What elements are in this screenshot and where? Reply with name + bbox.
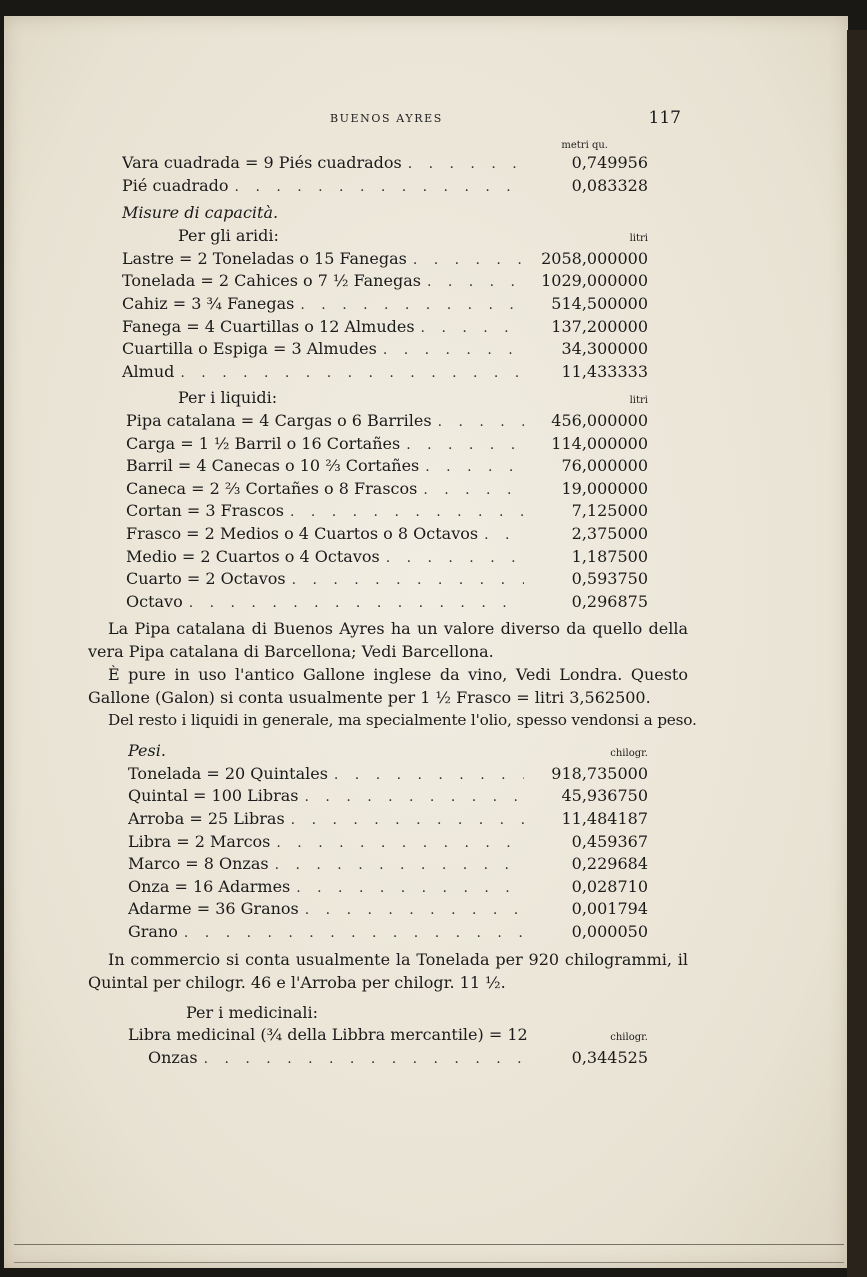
table-row: Caneca = 2 ⅔ Cortañes o 8 Frascos . . . 19,000000 <box>126 478 648 501</box>
unit-label: litri <box>629 395 648 407</box>
table-row: Libra = 2 Marcos . . . 0,459367 <box>128 831 648 854</box>
table-row: Grano . . . 0,000050 <box>128 921 648 944</box>
subsection-heading: Per i medicinali: <box>186 1002 318 1022</box>
unit-label: chilogr. <box>610 1032 648 1044</box>
table-row: Cortan = 3 Frascos . . . 7,125000 <box>126 500 648 523</box>
unit-label: metri qu. <box>561 140 608 151</box>
running-title: BUENOS AYRES <box>330 112 443 125</box>
paragraph: È pure in uso l'antico Gallone inglese da vino, Vedi Londra. Questo Gallone (Galon) si conta usualmente per 1 ½ Frasco = litri 3,562500. <box>88 665 688 708</box>
paragraph: Del resto i liquidi in generale, ma specialmente l'olio, spesso vendonsi a peso. <box>108 711 697 730</box>
table-row: Cuarto = 2 Octavos . . . 0,593750 <box>126 568 648 591</box>
table-row: Lastre = 2 Toneladas o 15 Fanegas . . . 2058,000000 <box>122 248 648 271</box>
table-row: Adarme = 36 Granos . . . 0,001794 <box>128 898 648 921</box>
table-row: Medio = 2 Cuartos o 4 Octavos . . . 1,187500 <box>126 546 648 569</box>
table-row: Almud . . . 11,433333 <box>122 361 648 384</box>
table-row: Quintal = 100 Libras . . . 45,936750 <box>128 785 648 808</box>
table-row: Tonelada = 2 Cahices o 7 ½ Fanegas . . . 1029,000000 <box>122 270 648 293</box>
page-body <box>88 140 697 1069</box>
page-number: 117 <box>648 108 681 128</box>
subsection-heading: Per gli aridi: litri <box>122 225 648 248</box>
dry-measures-section <box>88 225 688 383</box>
table-row: Arroba = 25 Libras . . . 11,484187 <box>128 808 648 831</box>
table-row: Cahiz = 3 ¾ Fanegas . . . 514,500000 <box>122 293 648 316</box>
surface-section <box>88 140 688 197</box>
book-spine-edge <box>847 30 867 1277</box>
liquid-measures-section <box>88 387 688 613</box>
table-row: Libra medicinal (¾ della Libbra mercantile) = 12 chilogr. <box>128 1024 648 1047</box>
table-row: Carga = 1 ½ Barril o 16 Cortañes . . . 114,000000 <box>126 433 648 456</box>
table-row: Onzas . . . 0,344525 <box>128 1047 648 1070</box>
paragraph: In commercio si conta usualmente la Tonelada per 920 chilogrammi, il Quintal per chilogr. 46 e l'Arroba per chilogr. 11 ½. <box>88 949 688 992</box>
table-row: Cuartilla o Espiga = 3 Almudes . . . 34,300000 <box>122 338 648 361</box>
table-row: Barril = 4 Canecas o 10 ⅔ Cortañes . . . 76,000000 <box>126 455 648 478</box>
table-row: Pié cuadrado . . . 0,083328 <box>122 175 648 198</box>
page-fold-line <box>14 1244 844 1245</box>
table-row: Fanega = 4 Cuartillas o 12 Almudes . . . 137,200000 <box>122 316 648 339</box>
page-fold-line <box>14 1262 844 1263</box>
weights-section <box>88 740 688 943</box>
subsection-heading: Per i liquidi: litri <box>126 387 648 410</box>
table-row: Frasco = 2 Medios o 4 Cuartos o 8 Octavos . . . 2,375000 <box>126 523 648 546</box>
table-row: Pipa catalana = 4 Cargas o 6 Barriles . . . 456,000000 <box>126 410 648 433</box>
paragraph: La Pipa catalana di Buenos Ayres ha un valore diverso da quello della vera Pipa catalana di Barcellona; Vedi Barcellona. <box>88 619 688 662</box>
table-row: Marco = 8 Onzas . . . 0,229684 <box>128 853 648 876</box>
table-row: Onza = 16 Adarmes . . . 0,028710 <box>128 876 648 899</box>
section-title: Pesi. chilogr. <box>128 740 648 763</box>
page-header <box>120 108 685 130</box>
unit-label: litri <box>629 233 648 245</box>
table-row: Octavo . . . 0,296875 <box>126 591 648 614</box>
unit-label: chilogr. <box>610 748 648 760</box>
section-title: Misure di capacità. <box>122 203 279 223</box>
table-row: Vara cuadrada = 9 Piés cuadrados . . . 0,749956 <box>122 152 648 175</box>
table-row: Tonelada = 20 Quintales . . . 918,735000 <box>128 763 648 786</box>
medicinal-section <box>88 1002 688 1070</box>
